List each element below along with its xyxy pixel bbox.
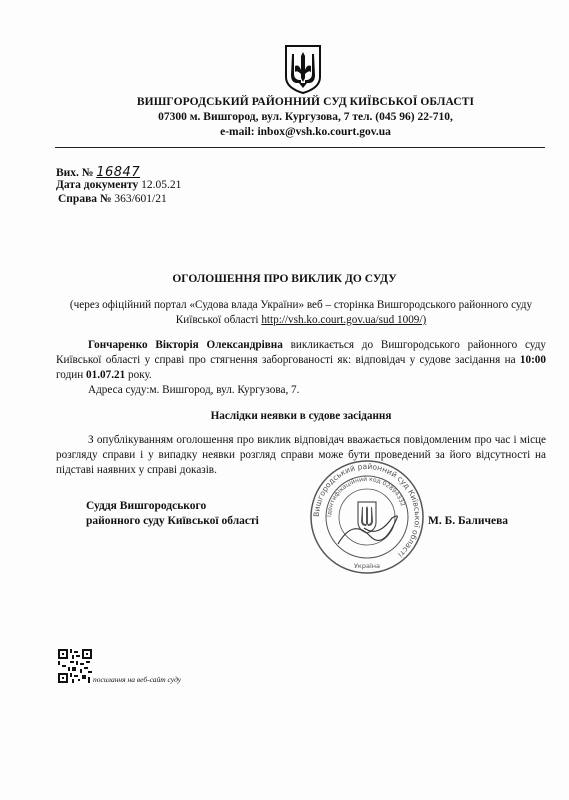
court-address: 07300 м. Вишгород, вул. Кургузова, 7 тел. (045 96) 22-710, xyxy=(158,111,453,123)
person-name: Гончаренко Вікторія Олександрівна xyxy=(88,339,283,351)
judge-position-line2: районного суду Київської області xyxy=(86,515,259,527)
summons-text-3: року. xyxy=(125,369,152,381)
hearing-date: 01.07.21 xyxy=(86,369,126,381)
stamp-inner-text: Ідентифікаційний код 02894332 xyxy=(325,475,407,518)
case-value: 363/601/21 xyxy=(114,193,167,205)
court-stamp xyxy=(308,458,426,576)
outgoing-label: Вих. № xyxy=(56,167,94,179)
outgoing-number: 16847 xyxy=(96,165,141,180)
stamp-trident-icon xyxy=(358,502,376,533)
outgoing-number-line xyxy=(56,165,140,180)
consequences-text: З опублікуванням оголошення про виклик відповідач вважається повідомленим про час і місце розгляду справи і у випадку неявки розгляд справи може бути проведений за його відсутності на підставі наявних у справі доказів. xyxy=(56,434,546,476)
summons-paragraph xyxy=(56,338,546,383)
header-divider xyxy=(55,147,545,148)
summons-text-1: викликається до Вишгородського районного суду Київської області у справі про стягнення заборгованості як: відповідач у судове засідання на xyxy=(56,339,546,366)
portal-text: (через офіційний портал «Судова влада України» веб – сторінка Вишгородського районного суду Київської області xyxy=(69,299,533,326)
hearing-time: 10:00 xyxy=(519,354,546,366)
consequences-title: Наслідки неявки в судове засідання xyxy=(210,410,392,422)
court-address-value: м. Вишгород, вул. Кургузова, 7. xyxy=(149,384,300,396)
stamp-bottom-text: Україна xyxy=(353,562,381,570)
document-date-line xyxy=(56,179,181,191)
court-address-label: Адреса суду: xyxy=(88,384,150,396)
case-label: Справа № xyxy=(58,193,112,205)
court-address-line xyxy=(88,383,569,398)
notice-title: ОГОЛОШЕННЯ ПРО ВИКЛИК ДО СУДУ xyxy=(172,273,397,285)
portal-link[interactable]: http://vsh.ko.court.gov.ua/sud 1009/) xyxy=(261,314,427,326)
summons-text-2: годин xyxy=(56,369,87,381)
court-email: e-mail: inbox@vsh.ko.court.gov.ua xyxy=(220,126,391,138)
qr-code[interactable] xyxy=(58,649,92,683)
judge-position-line1: Суддя Вишгородського xyxy=(86,500,207,512)
date-label: Дата документу xyxy=(56,179,139,191)
coat-of-arms-icon xyxy=(284,44,322,94)
portal-paragraph xyxy=(56,298,546,328)
stamp-outer-text: Вишгородський районний суд Київської області xyxy=(311,461,423,560)
case-number-line xyxy=(58,193,167,205)
judge-name: М. Б. Баличева xyxy=(428,515,509,527)
court-name: ВИШГОРОДСЬКИЙ РАЙОННИЙ СУД КИЇВСЬКОЇ ОБЛАСТІ xyxy=(136,96,475,108)
qr-caption: посилання на веб-сайт суду xyxy=(93,675,182,684)
date-value: 12.05.21 xyxy=(141,179,182,191)
